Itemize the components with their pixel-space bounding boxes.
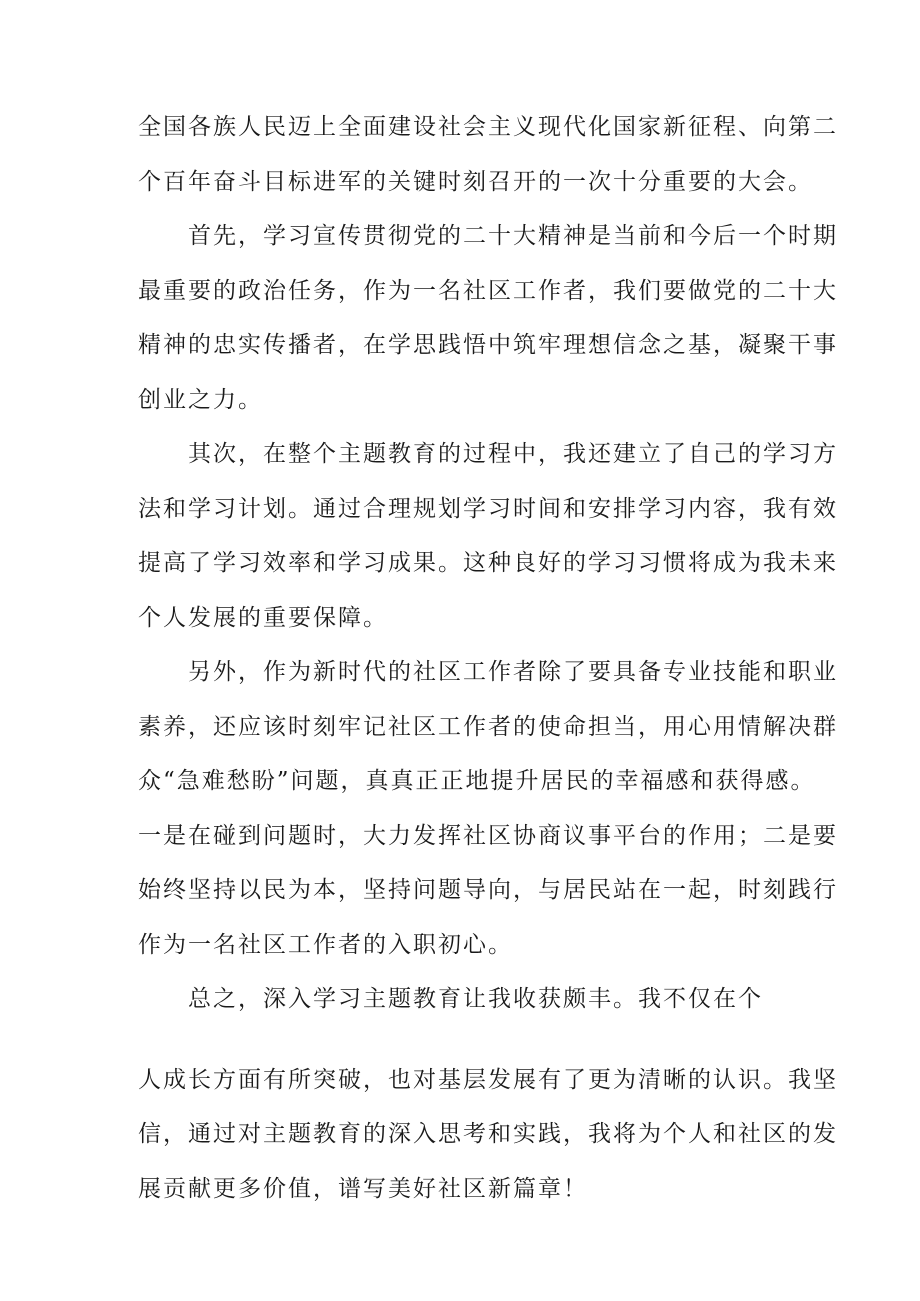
- text-line: 精神的忠实传播者，在学思践悟中筑牢理想信念之基，凝聚干事: [138, 332, 838, 358]
- text-line: 个人发展的重要保障。: [138, 604, 388, 631]
- text-line: 首先，学习宣传贯彻党的二十大精神是当前和今后一个时期: [188, 223, 838, 249]
- paragraph-in-summary: [138, 972, 794, 1027]
- text-line: 最重要的政治任务，作为一名社区工作者，我们要做党的二十大: [138, 277, 838, 304]
- text-line: 创业之力。: [138, 386, 263, 413]
- text-line: 其次，在整个主题教育的过程中，我还建立了自己的学习方: [188, 441, 838, 467]
- text-line: 提高了学习效率和学习成果。这种良好的学习习惯将成为我未来: [138, 550, 838, 576]
- text-line: 另外，作为新时代的社区工作者除了要具备专业技能和职业: [188, 659, 838, 685]
- text-line: 展贡献更多价值，谱写美好社区新篇章！: [138, 1175, 588, 1202]
- text-line: 人成长方面有所突破，也对基层发展有了更为清晰的认识。我坚: [138, 1066, 838, 1093]
- text-line: 法和学习计划。通过合理规划学习时间和安排学习内容，我有效: [138, 495, 838, 522]
- paragraph-conclusion: [138, 1053, 838, 1217]
- text-line: 始终坚持以民为本，坚持问题导向，与居民站在一起，时刻践行: [138, 877, 838, 903]
- text-line: 信，通过对主题教育的深入思考和实践，我将为个人和社区的发: [138, 1121, 838, 1147]
- text-line: 素养，还应该时刻牢记社区工作者的使命担当，用心用情解决群: [138, 713, 838, 740]
- paragraph-secondly: [138, 427, 838, 645]
- document-body: [138, 100, 838, 1216]
- text-line: 一是在碰到问题时，大力发挥社区协商议事平台的作用；二是要: [138, 822, 838, 849]
- paragraph-additionally: [138, 645, 838, 972]
- text-line: 个百年奋斗目标进军的关键时刻召开的一次十分重要的大会。: [138, 168, 813, 195]
- paragraph-firstly: [138, 209, 838, 427]
- paragraph-meeting-context: [138, 100, 838, 209]
- text-line: 作为一名社区工作者的入职初心。: [138, 931, 513, 958]
- text-line: 全国各族人民迈上全面建设社会主义现代化国家新征程、向第二: [138, 114, 838, 140]
- text-line: 众“急难愁盼”问题，真真正正地提升居民的幸福感和获得感。: [138, 768, 816, 794]
- text-line: 总之，深入学习主题教育让我收获颇丰。我不仅在个: [188, 986, 763, 1012]
